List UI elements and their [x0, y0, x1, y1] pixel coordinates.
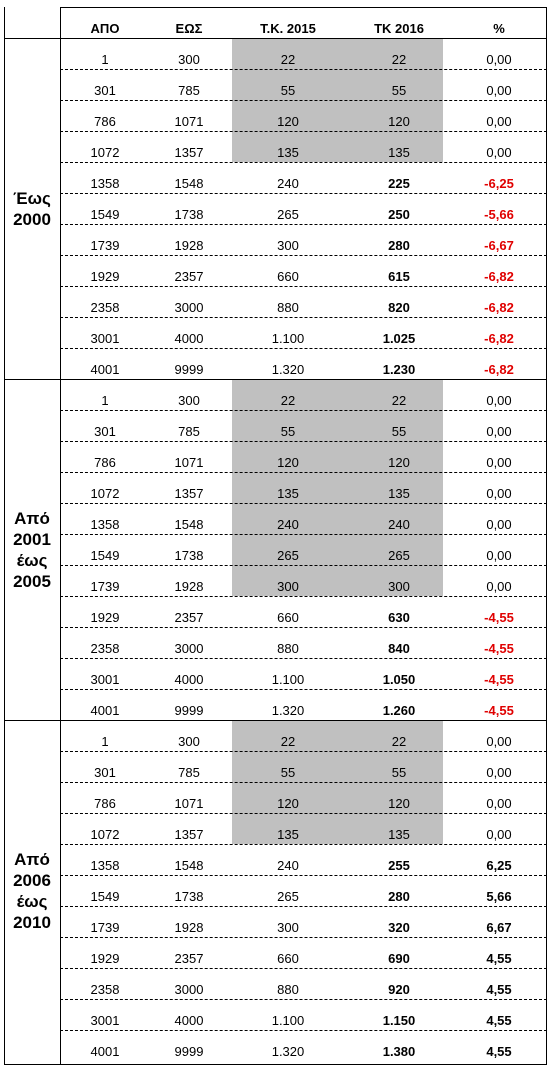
- to-cell: 1357: [174, 827, 204, 842]
- outer-bottom-border: [4, 1064, 547, 1065]
- group-divider: [4, 720, 547, 721]
- percent-cell: -6,82: [484, 269, 514, 284]
- percent-cell: 0,00: [486, 114, 512, 129]
- percent-cell: 0,00: [486, 734, 512, 749]
- to-cell: 1548: [174, 517, 204, 532]
- to-cell: 1928: [174, 920, 204, 935]
- tk2015-cell: 120: [277, 114, 299, 129]
- group-label-line: 2000: [13, 209, 51, 229]
- from-cell: 301: [94, 83, 116, 98]
- tk2015-cell: 660: [277, 610, 299, 625]
- tk2016-cell: 1.230: [382, 362, 416, 377]
- tk2016-cell: 1.150: [382, 1013, 416, 1028]
- percent-cell: 0,00: [486, 424, 512, 439]
- percent-cell: 0,00: [486, 393, 512, 408]
- percent-cell: 0,00: [486, 548, 512, 563]
- tk2016-cell: 120: [388, 455, 410, 470]
- percent-cell: -6,82: [484, 300, 514, 315]
- tk2015-cell: 240: [277, 858, 299, 873]
- group-label-line: έως: [16, 891, 48, 911]
- tk2016-cell: 55: [391, 83, 407, 98]
- header-cell: %: [493, 21, 505, 36]
- from-cell: 2358: [90, 641, 120, 656]
- row-divider: [60, 999, 547, 1000]
- tk2016-cell: 135: [388, 145, 410, 160]
- header-cell: ΑΠΟ: [90, 21, 120, 36]
- percent-cell: 0,00: [486, 455, 512, 470]
- from-cell: 1739: [90, 238, 120, 253]
- tk2016-cell: 120: [388, 114, 410, 129]
- tk2015-cell: 55: [280, 424, 296, 439]
- row-divider: [60, 534, 547, 535]
- tk2015-cell: 135: [277, 827, 299, 842]
- group-label-line: έως: [16, 550, 48, 570]
- to-cell: 785: [178, 765, 200, 780]
- tk2016-cell: 280: [388, 889, 410, 904]
- tariff-table: [4, 7, 547, 1065]
- tk2016-cell: 320: [388, 920, 410, 935]
- percent-cell: -6,25: [484, 176, 514, 191]
- group-label-line: 2001: [13, 529, 51, 549]
- tk2016-cell: 265: [388, 548, 410, 563]
- percent-cell: -4,55: [484, 641, 514, 656]
- to-cell: 1928: [174, 238, 204, 253]
- to-cell: 1738: [174, 548, 204, 563]
- tk2015-cell: 1.320: [271, 703, 305, 718]
- from-cell: 786: [94, 114, 116, 129]
- from-cell: 301: [94, 765, 116, 780]
- row-divider: [60, 472, 547, 473]
- row-divider: [60, 162, 547, 163]
- percent-cell: -6,82: [484, 362, 514, 377]
- tk2016-cell: 22: [391, 52, 407, 67]
- group-label-line: Από: [14, 508, 50, 528]
- from-cell: 2358: [90, 982, 120, 997]
- tk2016-cell: 135: [388, 486, 410, 501]
- from-cell: 1929: [90, 269, 120, 284]
- row-divider: [60, 751, 547, 752]
- tk2015-cell: 300: [277, 238, 299, 253]
- row-divider: [60, 968, 547, 969]
- to-cell: 300: [178, 52, 200, 67]
- tk2015-cell: 135: [277, 145, 299, 160]
- group-label: [4, 188, 60, 230]
- row-divider: [60, 224, 547, 225]
- from-cell: 1: [101, 734, 109, 749]
- tk2015-cell: 135: [277, 486, 299, 501]
- from-cell: 1358: [90, 176, 120, 191]
- percent-cell: 4,55: [486, 1044, 512, 1059]
- percent-cell: 6,25: [486, 858, 512, 873]
- percent-cell: 0,00: [486, 145, 512, 160]
- group-divider: [4, 379, 547, 380]
- from-cell: 1929: [90, 951, 120, 966]
- tk2015-cell: 1.100: [271, 672, 305, 687]
- from-cell: 3001: [90, 1013, 120, 1028]
- percent-cell: 0,00: [486, 83, 512, 98]
- row-divider: [60, 131, 547, 132]
- from-cell: 1358: [90, 858, 120, 873]
- tk2016-cell: 22: [391, 734, 407, 749]
- group-label-line: 2006: [13, 870, 51, 890]
- percent-cell: 0,00: [486, 486, 512, 501]
- row-divider: [60, 193, 547, 194]
- tk2016-cell: 135: [388, 827, 410, 842]
- row-divider: [60, 627, 547, 628]
- tk2015-cell: 300: [277, 920, 299, 935]
- from-cell: 4001: [90, 1044, 120, 1059]
- row-divider: [60, 286, 547, 287]
- header-top-border: [60, 7, 547, 8]
- percent-cell: 6,67: [486, 920, 512, 935]
- tk2015-cell: 55: [280, 83, 296, 98]
- tk2015-cell: 660: [277, 951, 299, 966]
- row-divider: [60, 875, 547, 876]
- to-cell: 1548: [174, 858, 204, 873]
- tk2016-cell: 1.380: [382, 1044, 416, 1059]
- from-cell: 4001: [90, 703, 120, 718]
- tk2016-cell: 630: [388, 610, 410, 625]
- tk2016-cell: 820: [388, 300, 410, 315]
- header-cell: ΤΚ 2016: [374, 21, 424, 36]
- tk2015-cell: 240: [277, 176, 299, 191]
- row-divider: [60, 317, 547, 318]
- header-cell: Τ.Κ. 2015: [260, 21, 316, 36]
- to-cell: 1071: [174, 796, 204, 811]
- group-label: [4, 508, 60, 592]
- percent-cell: 4,55: [486, 1013, 512, 1028]
- tk2016-cell: 920: [388, 982, 410, 997]
- to-cell: 3000: [174, 641, 204, 656]
- tk2015-cell: 880: [277, 300, 299, 315]
- group-label-line: 2005: [13, 571, 51, 591]
- tk2015-cell: 265: [277, 889, 299, 904]
- to-cell: 9999: [174, 703, 204, 718]
- percent-cell: 0,00: [486, 827, 512, 842]
- from-cell: 3001: [90, 672, 120, 687]
- from-cell: 786: [94, 455, 116, 470]
- percent-cell: 4,55: [486, 951, 512, 966]
- to-cell: 2357: [174, 610, 204, 625]
- to-cell: 9999: [174, 1044, 204, 1059]
- percent-cell: -5,66: [484, 207, 514, 222]
- row-divider: [60, 937, 547, 938]
- from-cell: 1072: [90, 486, 120, 501]
- tk2016-cell: 240: [388, 517, 410, 532]
- tk2015-cell: 22: [280, 734, 296, 749]
- tk2015-cell: 1.320: [271, 1044, 305, 1059]
- tk2016-cell: 120: [388, 796, 410, 811]
- tk2015-cell: 120: [277, 455, 299, 470]
- tk2015-cell: 1.100: [271, 331, 305, 346]
- row-divider: [60, 565, 547, 566]
- percent-cell: 0,00: [486, 517, 512, 532]
- from-cell: 2358: [90, 300, 120, 315]
- tk2015-cell: 880: [277, 641, 299, 656]
- tk2015-cell: 265: [277, 548, 299, 563]
- to-cell: 1738: [174, 207, 204, 222]
- percent-cell: -4,55: [484, 703, 514, 718]
- percent-cell: -6,82: [484, 331, 514, 346]
- row-divider: [60, 658, 547, 659]
- tk2015-cell: 660: [277, 269, 299, 284]
- to-cell: 3000: [174, 982, 204, 997]
- row-divider: [60, 100, 547, 101]
- tk2015-cell: 1.100: [271, 1013, 305, 1028]
- tk2016-cell: 1.260: [382, 703, 416, 718]
- from-cell: 1549: [90, 889, 120, 904]
- from-cell: 1929: [90, 610, 120, 625]
- row-divider: [60, 69, 547, 70]
- row-divider: [60, 689, 547, 690]
- to-cell: 1738: [174, 889, 204, 904]
- tk2015-cell: 1.320: [271, 362, 305, 377]
- tk2015-cell: 265: [277, 207, 299, 222]
- to-cell: 1357: [174, 145, 204, 160]
- to-cell: 9999: [174, 362, 204, 377]
- from-cell: 1739: [90, 579, 120, 594]
- from-cell: 1072: [90, 145, 120, 160]
- row-divider: [60, 906, 547, 907]
- row-divider: [60, 255, 547, 256]
- tk2016-cell: 840: [388, 641, 410, 656]
- to-cell: 300: [178, 393, 200, 408]
- to-cell: 300: [178, 734, 200, 749]
- header-cell: ΕΩΣ: [175, 21, 203, 36]
- to-cell: 4000: [174, 331, 204, 346]
- to-cell: 3000: [174, 300, 204, 315]
- percent-cell: 0,00: [486, 579, 512, 594]
- percent-cell: 0,00: [486, 765, 512, 780]
- row-divider: [60, 410, 547, 411]
- tk2015-cell: 22: [280, 52, 296, 67]
- tk2016-cell: 300: [388, 579, 410, 594]
- tk2016-cell: 255: [388, 858, 410, 873]
- from-cell: 1739: [90, 920, 120, 935]
- to-cell: 1071: [174, 455, 204, 470]
- row-divider: [60, 596, 547, 597]
- row-divider: [60, 813, 547, 814]
- tk2015-cell: 880: [277, 982, 299, 997]
- tk2016-cell: 250: [388, 207, 410, 222]
- tk2016-cell: 690: [388, 951, 410, 966]
- to-cell: 4000: [174, 672, 204, 687]
- tk2016-cell: 225: [388, 176, 410, 191]
- tk2016-cell: 1.025: [382, 331, 416, 346]
- tk2015-cell: 300: [277, 579, 299, 594]
- percent-cell: -6,67: [484, 238, 514, 253]
- group-label-line: Έως: [13, 188, 51, 208]
- percent-cell: 0,00: [486, 796, 512, 811]
- row-divider: [60, 503, 547, 504]
- tk2016-cell: 280: [388, 238, 410, 253]
- percent-cell: -4,55: [484, 672, 514, 687]
- row-divider: [60, 1030, 547, 1031]
- tk2016-cell: 55: [391, 424, 407, 439]
- row-divider: [60, 844, 547, 845]
- row-divider: [60, 441, 547, 442]
- group-label-line: Από: [14, 849, 50, 869]
- group-label: [4, 849, 60, 933]
- row-divider: [60, 782, 547, 783]
- tk2015-cell: 120: [277, 796, 299, 811]
- to-cell: 2357: [174, 269, 204, 284]
- tk2016-cell: 55: [391, 765, 407, 780]
- to-cell: 1928: [174, 579, 204, 594]
- from-cell: 1358: [90, 517, 120, 532]
- group-label-line: 2010: [13, 912, 51, 932]
- from-cell: 3001: [90, 331, 120, 346]
- tk2016-cell: 22: [391, 393, 407, 408]
- row-divider: [60, 348, 547, 349]
- from-cell: 786: [94, 796, 116, 811]
- percent-cell: -4,55: [484, 610, 514, 625]
- percent-cell: 5,66: [486, 889, 512, 904]
- percent-cell: 0,00: [486, 52, 512, 67]
- tk2016-cell: 1.050: [382, 672, 416, 687]
- tk2015-cell: 22: [280, 393, 296, 408]
- tk2015-cell: 240: [277, 517, 299, 532]
- percent-cell: 4,55: [486, 982, 512, 997]
- from-cell: 1: [101, 52, 109, 67]
- from-cell: 1: [101, 393, 109, 408]
- to-cell: 785: [178, 83, 200, 98]
- to-cell: 1548: [174, 176, 204, 191]
- from-cell: 301: [94, 424, 116, 439]
- to-cell: 4000: [174, 1013, 204, 1028]
- from-cell: 1549: [90, 548, 120, 563]
- from-cell: 1072: [90, 827, 120, 842]
- to-cell: 1071: [174, 114, 204, 129]
- to-cell: 785: [178, 424, 200, 439]
- tk2016-cell: 615: [388, 269, 410, 284]
- to-cell: 2357: [174, 951, 204, 966]
- from-cell: 1549: [90, 207, 120, 222]
- to-cell: 1357: [174, 486, 204, 501]
- tk2015-cell: 55: [280, 765, 296, 780]
- from-cell: 4001: [90, 362, 120, 377]
